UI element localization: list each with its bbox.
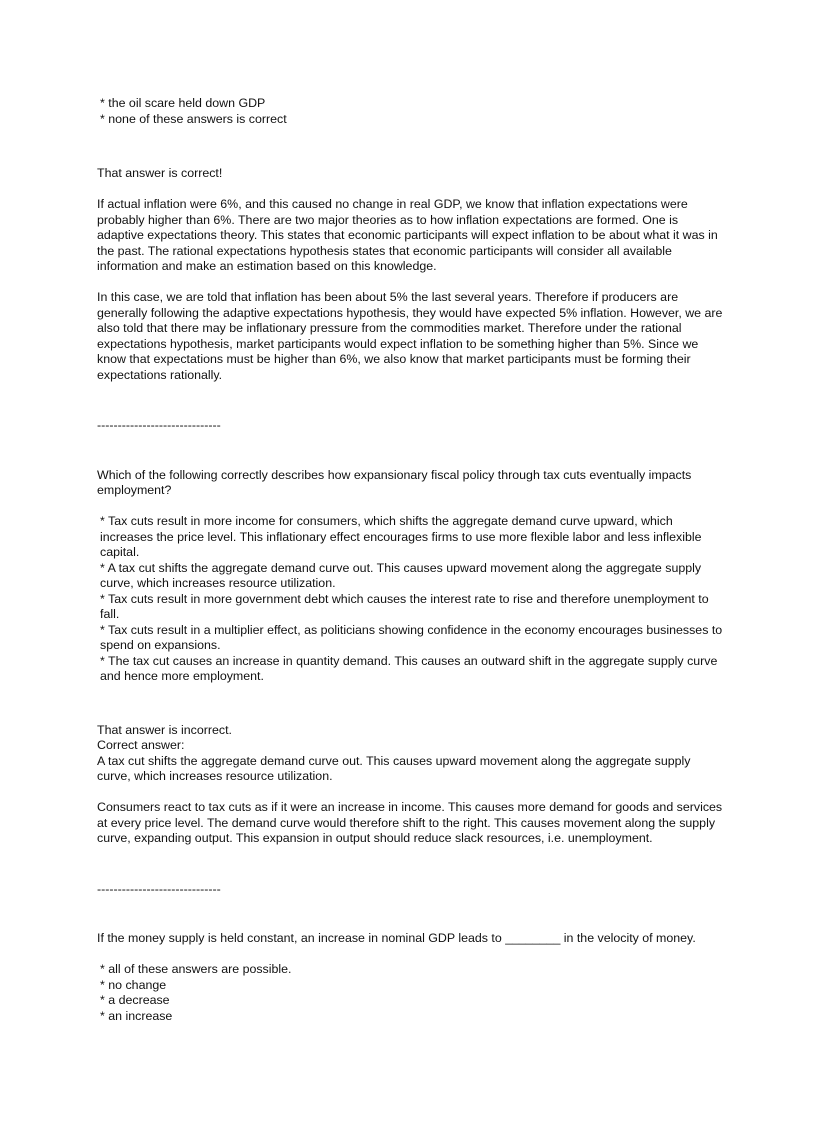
q1-explanation-paragraph-1: If actual inflation were 6%, and this caused no change in real GDP, we know that inflation expectations were probably higher than 6%. There are two major theories as to how inflation expectations are formed. One is adaptive expectations theory. This states that economic participants will expect inflation to be about what it was in the past. The rational expectations hypothesis states that economic participants will consider all available information and make an estimation based on this knowledge.: [97, 197, 718, 273]
q3-answer-list: [97, 962, 727, 1024]
answer-option: * Tax cuts result in a multiplier effect, as politicians showing confidence in the economy encourages businesses to spend on expansions.: [100, 622, 723, 652]
q2-correct-answer: A tax cut shifts the aggregate demand curve out. This causes upward movement along the aggregate supply curve, which increases resource utilization.: [97, 753, 691, 783]
section-separator: ------------------------------: [97, 418, 221, 432]
answer-option: * none of these answers is correct: [100, 111, 287, 126]
answer-option: * an increase: [100, 1008, 173, 1023]
q2-correct-label: Correct answer:: [97, 738, 185, 752]
q1-result: That answer is correct!: [97, 166, 223, 180]
answer-option: * the oil scare held down GDP: [100, 96, 266, 110]
q1-explanation-paragraph-2: In this case, we are told that inflation has been about 5% the last several years. Therefore if producers are generally following the adaptive expectations hypothesis, they would have expected 5% inflation. However, we are also told that there may be inflationary pressure from the commodities market. Therefore under the rational expectations hypothesis, market participants would expect inflation to be something higher than 5%. Since we know that expectations must be higher than 6%, we also know that market participants must be forming their expectations rationally.: [97, 290, 723, 382]
document-content: [97, 96, 727, 1024]
answer-option: * The tax cut causes an increase in quantity demand. This causes an outward shift in the aggregate supply curve and hence more employment.: [100, 653, 718, 683]
q3-question: If the money supply is held constant, an increase in nominal GDP leads to ________ in the velocity of money.: [97, 931, 696, 945]
q2-answer-list: [97, 514, 727, 685]
answer-option: * Tax cuts result in more income for consumers, which shifts the aggregate demand curve upward, which increases the price level. This inflationary effect encourages firms to use more flexible labor and less inflexible capital.: [100, 514, 702, 559]
q2-explanation: Consumers react to tax cuts as if it were an increase in income. This causes more demand for goods and services at every price level. The demand curve would therefore shift to the right. This causes movement along the supply curve, expanding output. This expansion in output should reduce slack resources, i.e. unemployment.: [97, 800, 723, 845]
q2-result: That answer is incorrect.: [97, 722, 232, 737]
intro-answer-list: [97, 96, 727, 127]
answer-option: * a decrease: [100, 993, 170, 1007]
answer-option: * no change: [100, 977, 167, 992]
answer-option: * A tax cut shifts the aggregate demand curve out. This causes upward movement along the aggregate supply curve, which increases resource utilization.: [100, 560, 702, 590]
answer-option: * all of these answers are possible.: [100, 962, 292, 976]
q2-question: Which of the following correctly describes how expansionary fiscal policy through tax cuts eventually impacts employment?: [97, 467, 692, 497]
section-separator: ------------------------------: [97, 881, 221, 896]
answer-option: * Tax cuts result in more government debt which causes the interest rate to rise and therefore unemployment to fall.: [100, 591, 709, 621]
